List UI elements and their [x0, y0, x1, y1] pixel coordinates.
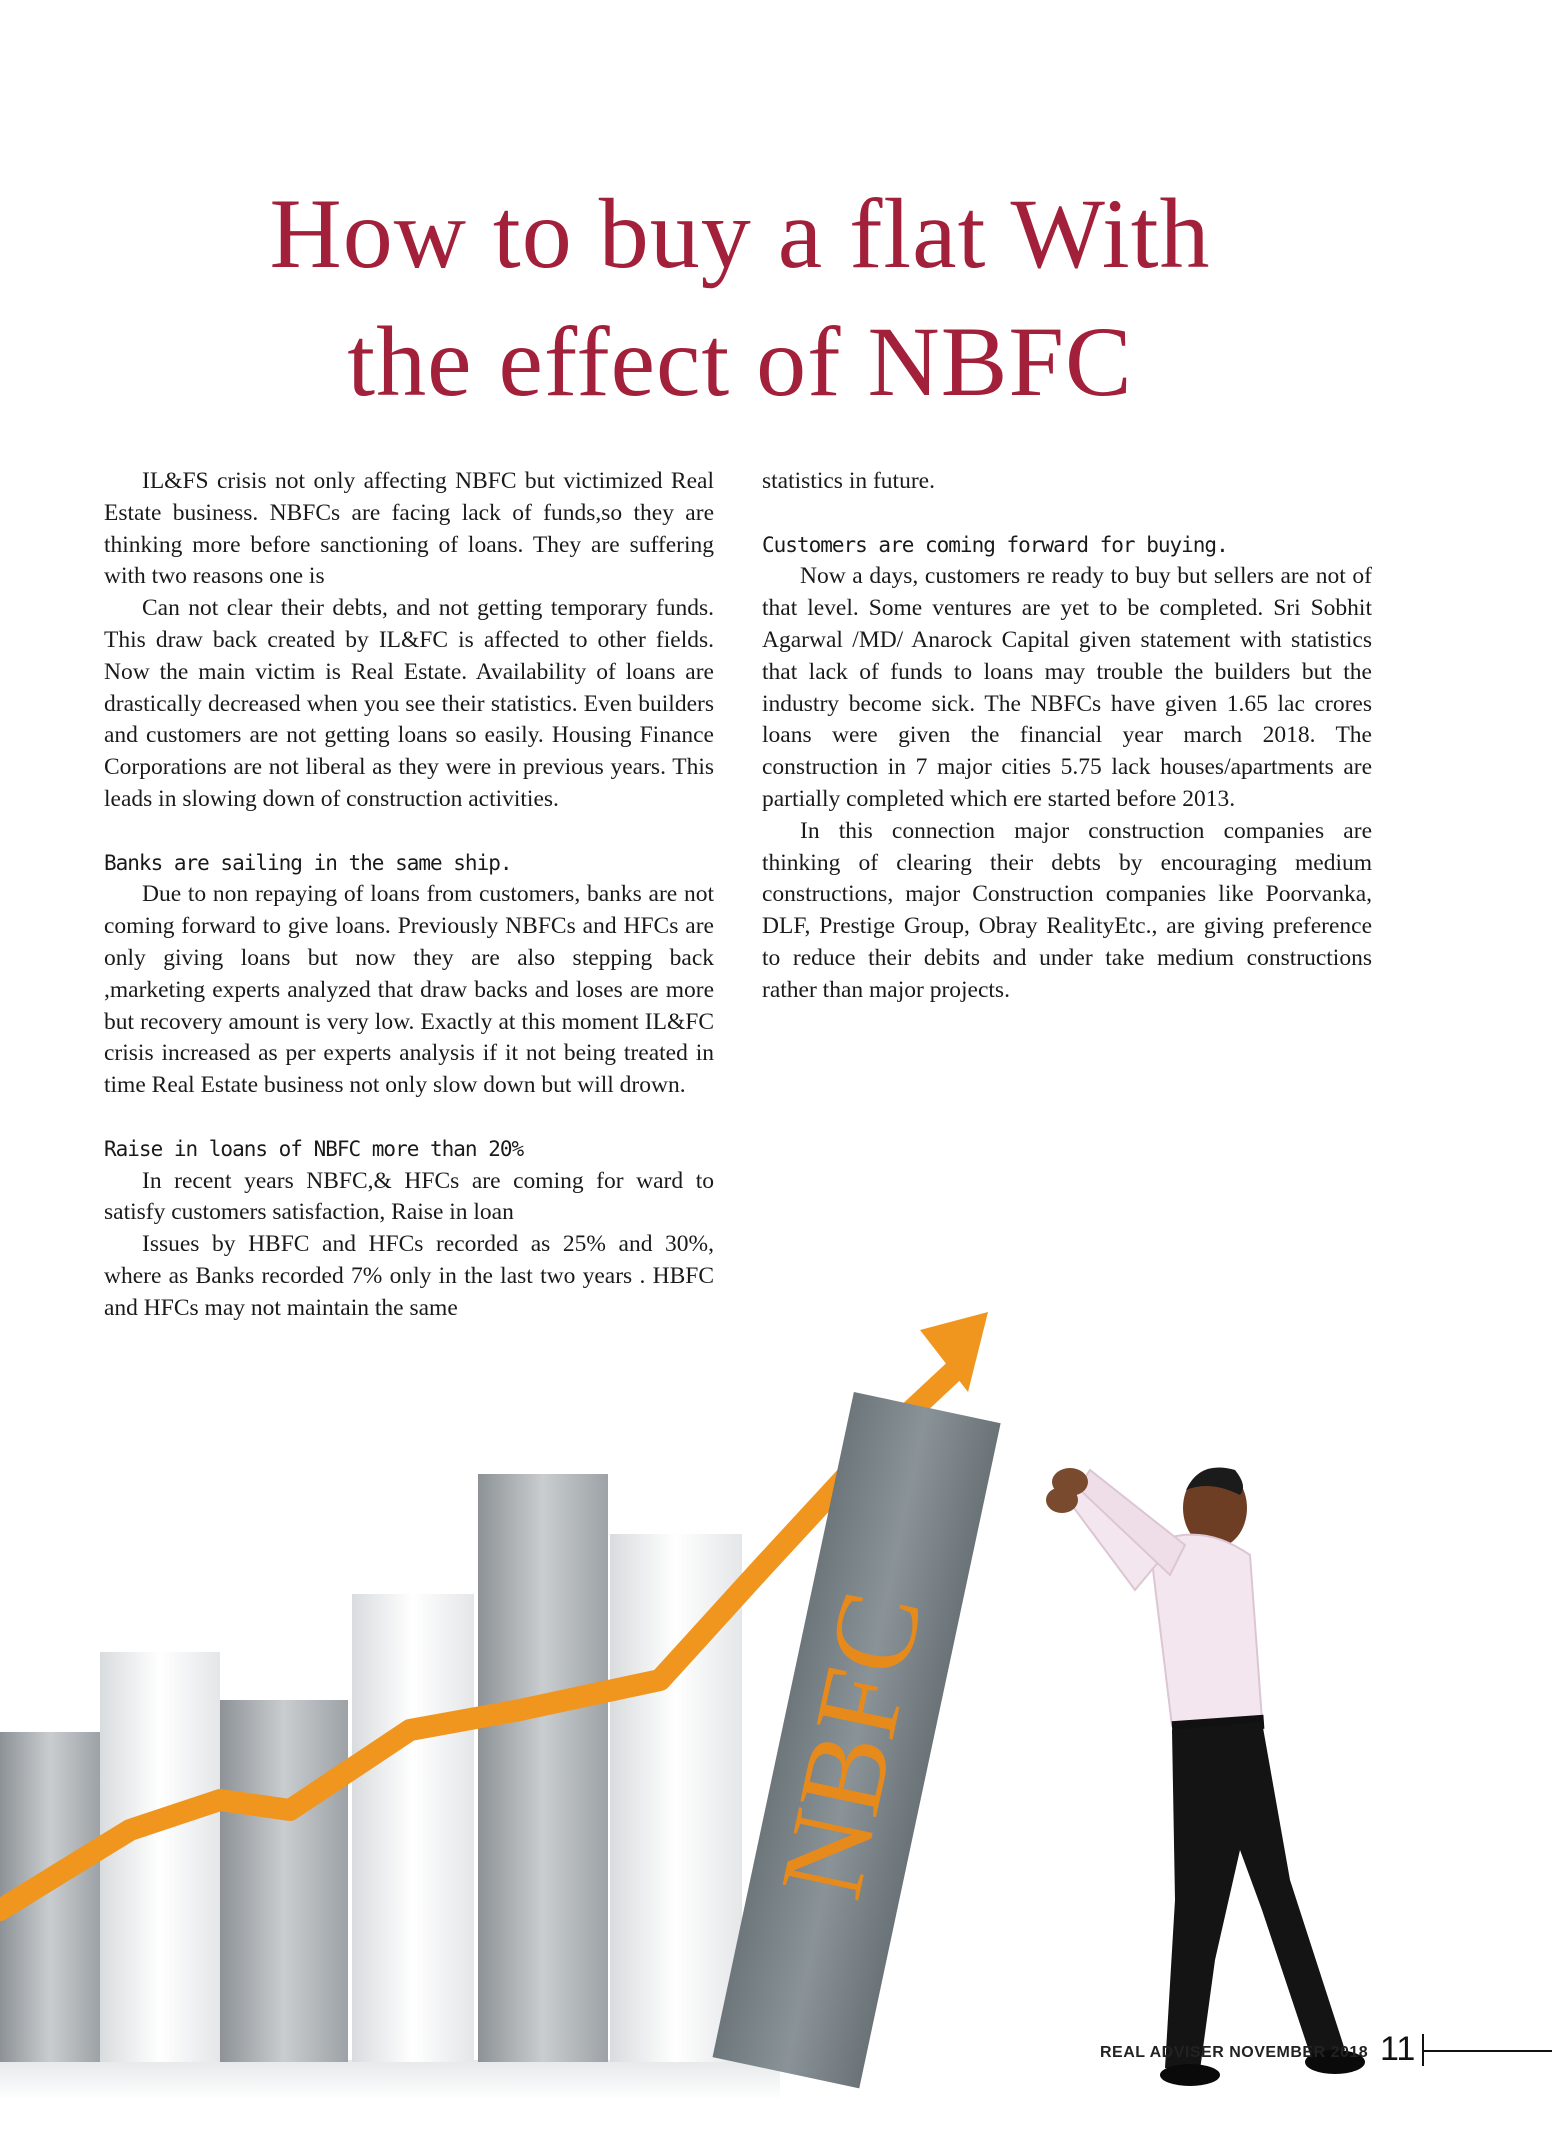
paragraph: Issues by HBFC and HFCs recorded as 25% and 30%, where as Banks recorded 7% only in the last two years . HBFC and HFCs may not maintain the same [104, 1231, 714, 1321]
paragraph: In this connection major construction companies are thinking of clearing their debts by encouraging medium constructions, major Construction companies like Poorvanka, DLF, Prestige Group, Obray RealityEtc., are giving preference to reduce their debits and under take medium constructions rather than major projects. [762, 817, 1372, 1003]
subheading: Customers are coming forward for buying. [762, 532, 1228, 557]
paragraph: Due to non repaying of loans from customers, banks are not coming forward to give loans. Previously NBFCs and HFCs are only giving loans but now they are also stepping back ,marketing experts analyzed that draw backs and loses are more but recovery amount is very low. Exactly at this moment IL&FC crisis increased as per experts analysis if it not being treated in time Real Estate business not only slow down but will drown. [104, 881, 714, 1099]
page-number: 11 [1380, 2030, 1416, 2068]
bar-2 [100, 1652, 220, 2062]
businessman-figure [1046, 1468, 1365, 2087]
subheading: Banks are sailing in the same ship. [104, 850, 512, 875]
paragraph: In recent years NBFC,& HFCs are coming for ward to satisfy customers satisfaction, Raise in loan [104, 1167, 714, 1226]
bar-4 [352, 1594, 474, 2062]
article-title-line2: the effect of NBFC [347, 306, 1133, 417]
paragraph: IL&FS crisis not only affecting NBFC but victimized Real Estate business. NBFCs are facing lack of funds,so they are thinking more before sanctioning of loans. They are suffering with two reasons one is [104, 468, 714, 590]
footer-rule [1424, 2050, 1552, 2052]
pillar-label: NBFC [754, 1580, 948, 1910]
magazine-name: REAL ADVISER NOVEMBER 2018 [1100, 2044, 1369, 2061]
floor-shadow [0, 2060, 780, 2100]
article-title-line1: How to buy a flat With [269, 178, 1211, 289]
paragraph: Now a days, customers re ready to buy but sellers are not of that level. Some ventures are yet to be completed. Sri Sobhit Agarwal /MD/ Anarock Capital given statement with statistics that lack of funds to loans may trouble the builders but the industry become sick. The NBFCs have given 1.65 lac crores loans were given the financial year march 2018. The construction in 7 major cities 5.75 lack houses/apartments are partially completed which ere started before 2013. [762, 563, 1372, 812]
nbfc-pillar [713, 1392, 1001, 2088]
subheading: Raise in loans of NBFC more than 20% [104, 1136, 524, 1161]
paragraph: statistics in future. [762, 468, 935, 494]
paragraph: Can not clear their debts, and not getting temporary funds. This draw back created by IL&FC is affected to other fields. Now the main victim is Real Estate. Availability of loans are drastically decreased when you see their statistics. Even builders and customers are not getting loans so easily. Housing Finance Corporations are not liberal as they were in previous years. This leads in slowing down of construction activities. [104, 595, 714, 812]
bar-5 [478, 1474, 608, 2062]
bar-3 [220, 1700, 348, 2062]
